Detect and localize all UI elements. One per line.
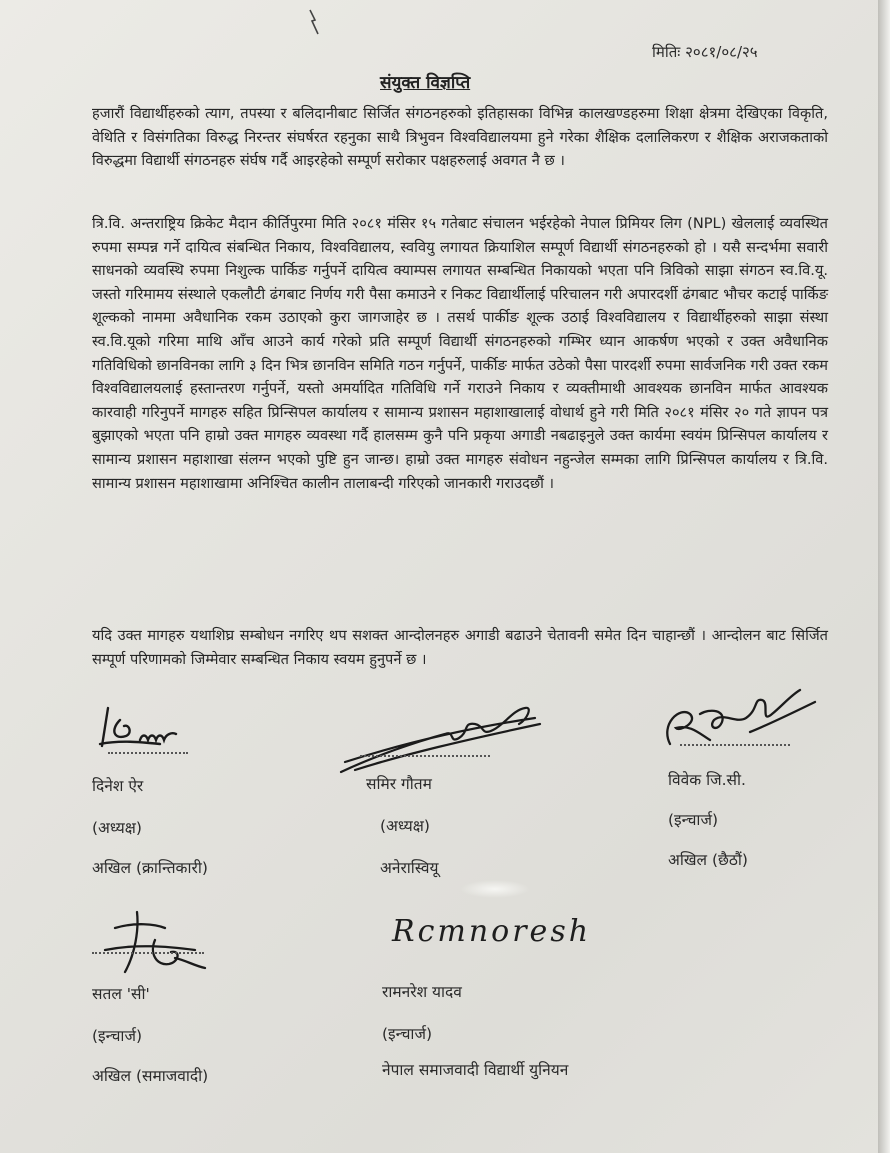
signature-satal [95,910,215,980]
signatory-name: रामनरेश यादव [382,983,462,1001]
paragraph-body: त्रि.वि. अन्तराष्ट्रिय क्रिकेट मैदान कीर्तिपुरमा मिति २०८१ मंसिर १५ गतेबाट संचालन भईरहेको नेपाल प्रिमियर लिग (NPL) खेललाई व्यवस्थित रुपमा सम्पन्न गर्ने दायित्व संबन्धित निकाय, विश्वविद्यालय, स्ववियु लगायत क्रियाशिल सम्पूर्ण विद्यार्थी संगठनहरुको हो । यसै सन्दर्भमा सवारी साधनको व्यवस्थि रुपमा निशुल्क पार्किङ गर्नुपर्ने दायित्व क्याम्पस लगायत सम्बन्धित निकायको भएता पनि त्रिविको साझा संगठन स्व.वि.यू. जस्तो गरिमामय संस्थाले एकलौटी ढंगबाट निर्णय गरी पैसा कमाउने र निकट विद्यार्थीलाई परिचालन गरी अपारदर्शी ढंगबाट भौचर कटाई पार्किङ शूल्कको नाममा अवैधानिक रकम उठाएको कुरा जागजाहेर छ । तसर्थ पार्कीङ शूल्क उठाई विश्वविद्यालय र विद्यार्थीहरुको साझा संस्था स्व.वि.यूको गरिमा माथि आँच आउने कार्य गरेको प्रति सम्पूर्ण विद्यार्थी संगठनहरुको गम्भिर ध्यान आकर्षण भएको र उक्त अवैधानिक गतिविधिको छानविनका लागि ३ दिन भित्र छानविन समिति गठन गर्नुपर्ने, पार्कीङ मार्फत उठेको पैसा पारदर्शी रुपमा सार्वजनिक गरी उक्त रकम विश्वविद्यालयलाई हस्तान्तरण गर्नुपर्ने, यस्तो अमर्यादित गतिविधि गर्ने गराउने निकाय र व्यक्तीमाथी आवश्यक छानविन मार्फत आवश्यक कारवाही गरिनुपर्ने मागहरु सहित प्रिन्सिपल कार्यालय र सामान्य प्रशासन महाशाखालाई वोधार्थ हुने गरी मिति २०८१ मंसिर २० गते ज्ञापन पत्र बुझाएको भएता पनि हाम्रो उक्त मागहरु व्यवस्था गर्दै हालसम्म कुनै पनि प्रकृया अगाडी नबढाइनुले उक्त कार्यमा स्वयंम प्रिन्सिपल कार्यालय र सामान्य प्रशासन महाशाखा संलग्न भएको पुष्टि हुन जान्छ। हाम्रो उक्त मागहरु संवोधन नहुन्जेल सम्मका लागि प्रिन्सिपल कार्यालय र त्रि.वि. सामान्य प्रशासन महाशाखामा अनिश्चित कालीन तालाबन्दी गरिएको जानकारी गराउदछौं । [92,215,828,492]
paragraph-intro: हजारौं विद्यार्थीहरुको त्याग, तपस्या र बलिदानीबाट सिर्जित संगठनहरुको इतिहासका विभिन्न कालखण्डहरुमा शिक्षा क्षेत्रमा देखिएका विकृति, वेथिति र विसंगतिका विरुद्ध निरन्तर संघर्षरत रहनुका साथै त्रिभुवन विश्वविद्यालयमा हुने गरेका शैक्षिक दलालिकरण र शैक्षिक अराजकताको विरुद्धमा विद्यार्थी संगठनहरु संर्घष गर्दै आइरहेको सम्पूर्ण सरोकार पक्षहरुलाई अवगत नै छ । [92,105,828,170]
page-edge [878,0,890,1153]
signatory-org: अखिल (छैठौं) [668,851,748,869]
paragraph-warning: यदि उक्त मागहरु यथाशिघ्र सम्बोधन नगरिए थप सशक्त आन्दोलनहरु अगाडी बढाउने चेतावनी समेत दिन चाहान्छौं । आन्दोलन बाट सिर्जित सम्पूर्ण परिणामको जिम्मेवार सम्बन्धित निकाय स्वयम हुनुपर्ने छ । [92,627,828,668]
document-date: मितिः २०८१/०८/२५ [652,43,758,61]
paper-crease [460,880,530,898]
pen-mark [306,8,326,38]
signature-line [680,744,790,746]
signature-ramnaresh: Rcmnoresh [392,914,592,949]
signatory-name: विवेक जि.सी. [668,771,746,789]
signature-samir [335,700,550,780]
signatory-org: अखिल (क्रान्तिकारी) [92,859,208,877]
signatory-org: अखिल (समाजवादी) [92,1067,209,1085]
signatory-org: नेपाल समाजवादी विद्यार्थी युनियन [382,1061,569,1079]
signatory-name: दिनेश ऐर [92,777,144,795]
signatory-role: (इन्चार्ज) [92,1027,142,1045]
signature-line [108,752,188,754]
signatory-role: (इन्चार्ज) [668,811,718,829]
signatory-name: सतल 'सी' [92,985,150,1003]
signatory-role: (इन्चार्ज) [382,1025,432,1043]
signatory-role: (अध्यक्ष) [380,817,430,835]
signature-bibek [650,684,820,759]
signatory-org: अनेरास्वियू [380,859,439,877]
signature-dinesh [80,700,190,760]
signatory-role: (अध्यक्ष) [92,819,142,837]
signature-line [92,952,204,954]
signature-line [360,755,490,757]
document-title: संयुक्त विज्ञप्ति [380,73,471,93]
signatory-name: समिर गौतम [366,775,432,793]
